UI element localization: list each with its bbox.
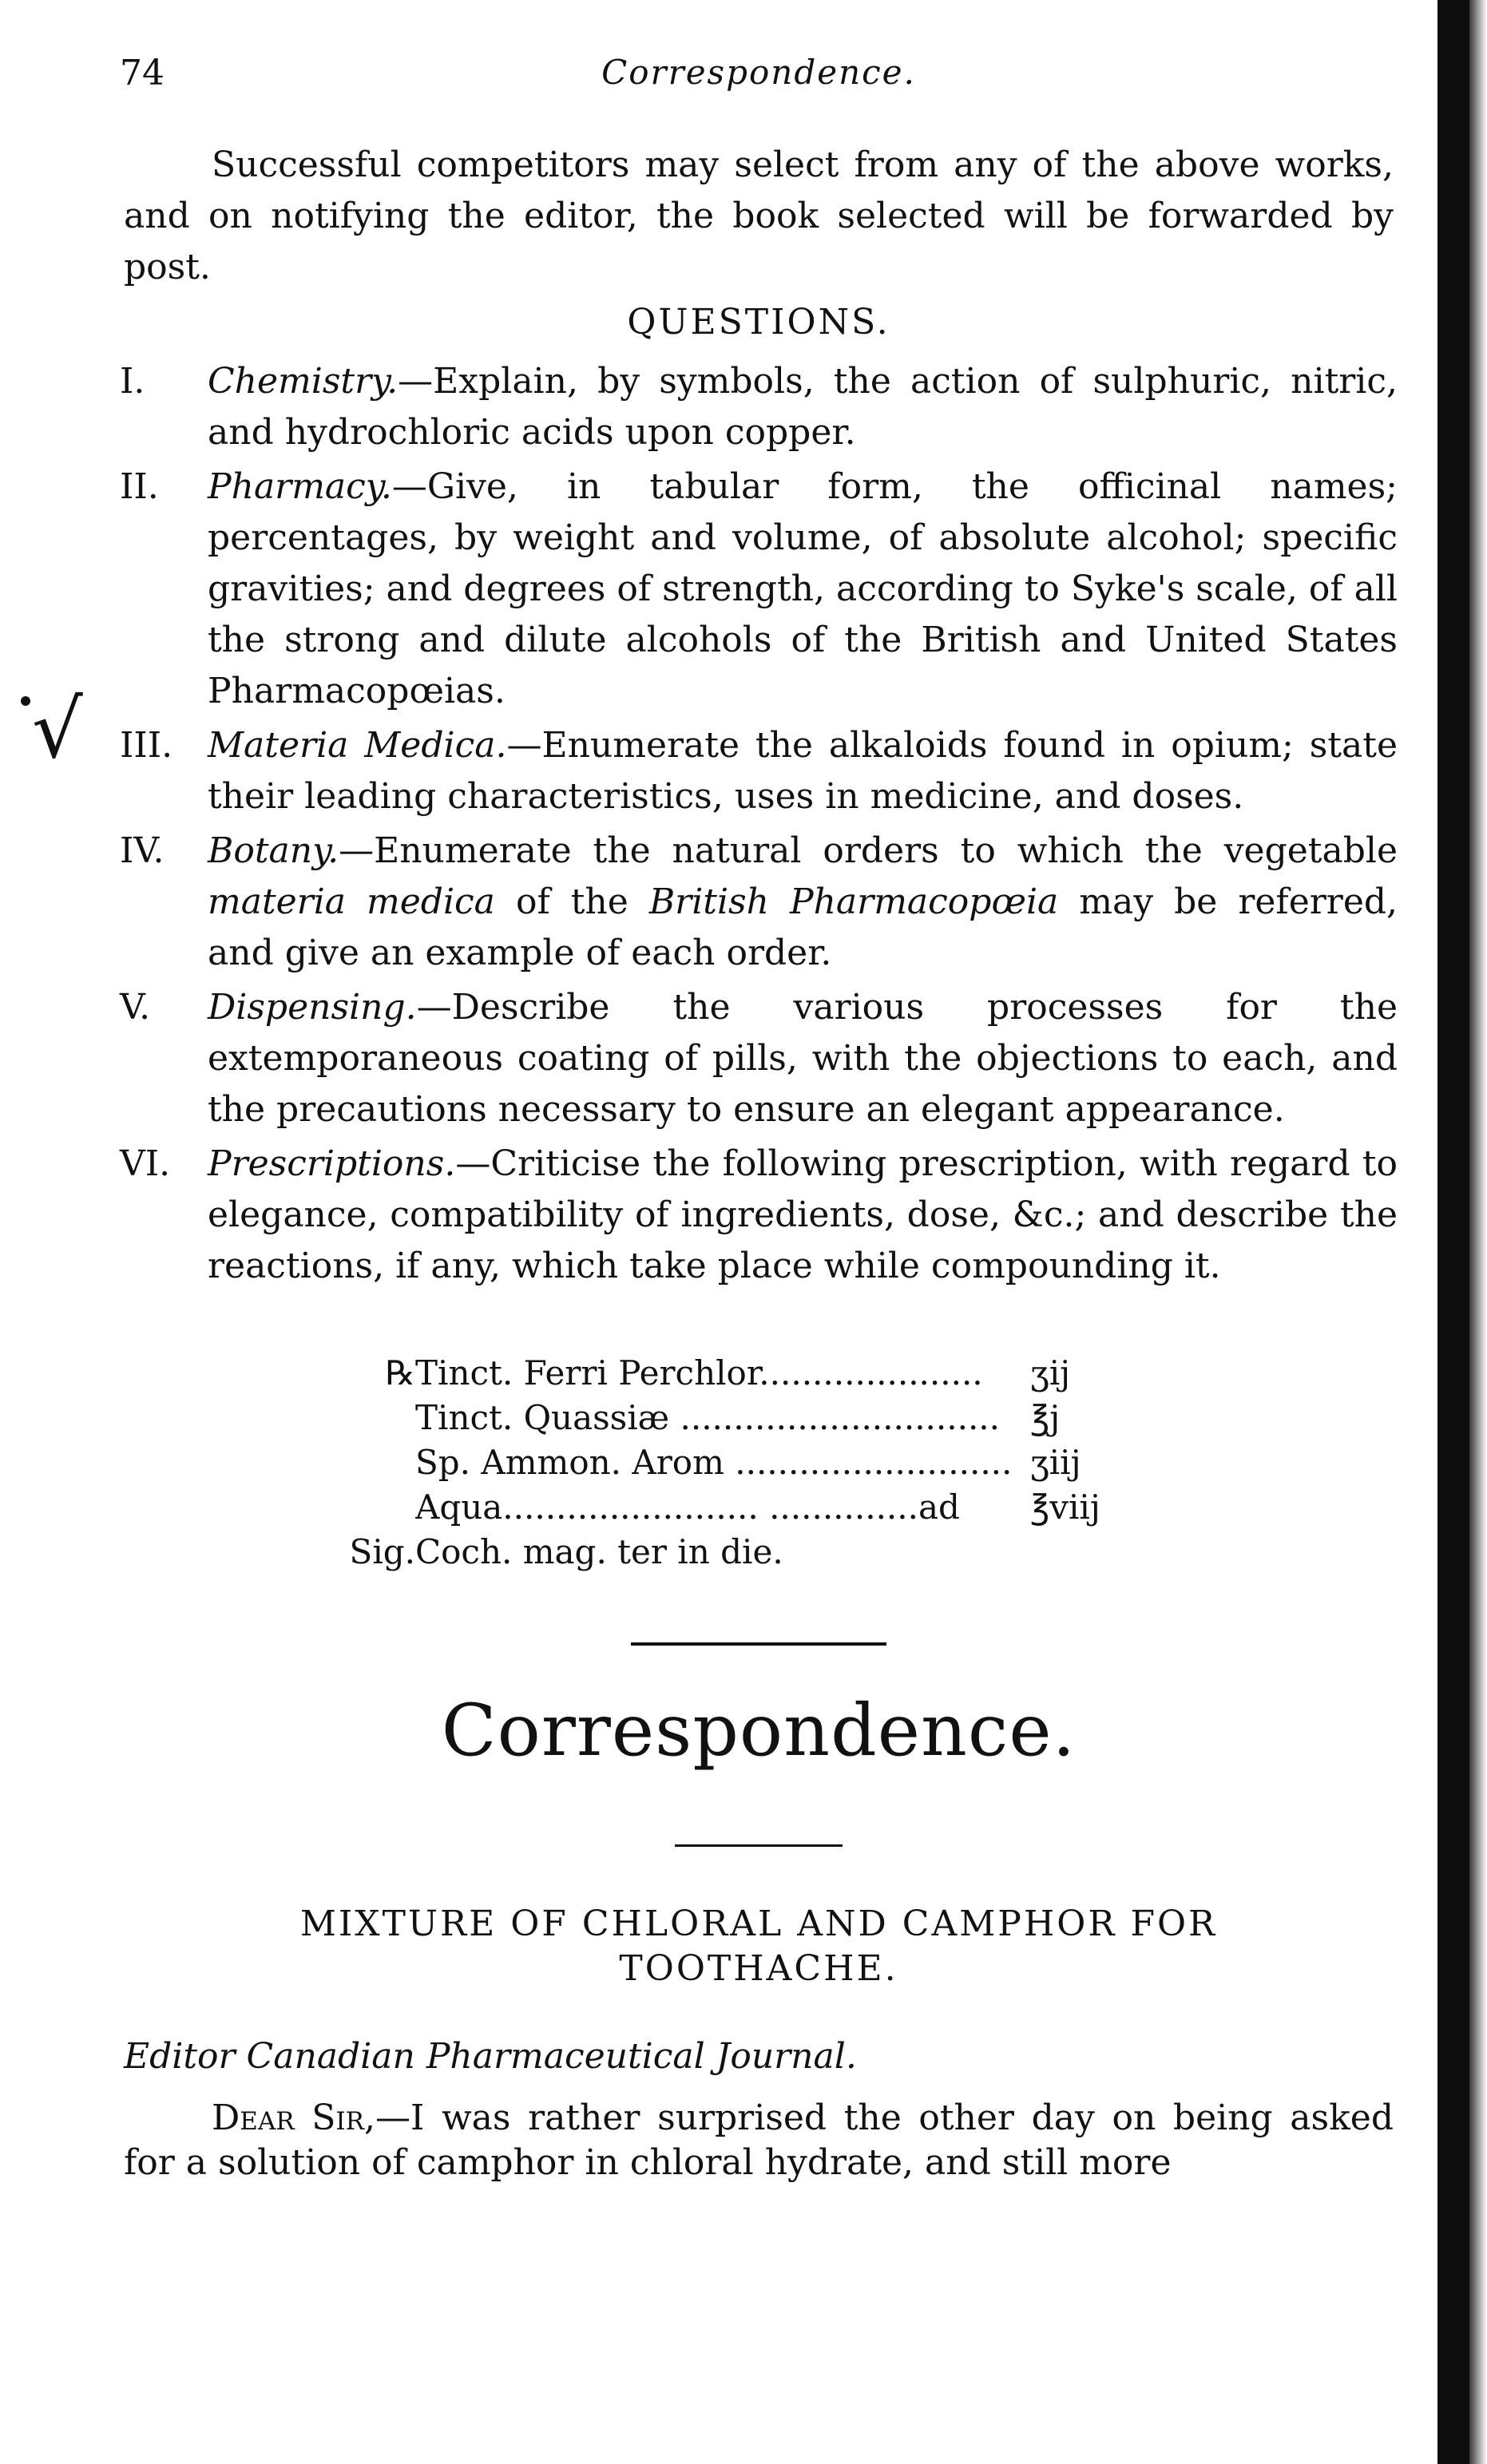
prescription-block	[295, 1351, 1254, 1575]
question-number: I.	[120, 361, 145, 402]
margin-dot-mark	[21, 696, 30, 706]
question-item-prescriptions	[120, 1139, 1398, 1292]
running-title: Correspondence.	[601, 53, 916, 92]
question-text: —Enumerate the natural orders to which the vegetable	[339, 830, 1398, 871]
prescription-ingredient: Aqua........................ ..............ad	[415, 1488, 960, 1527]
letter-addressee: Editor Canadian Pharmaceutical Journal.	[124, 2036, 857, 2077]
question-subject: Prescriptions.	[208, 1143, 456, 1184]
question-text: —Give, in tabular form, the officinal names; percentages, by weight and volume, of absolute alcohol; specific gravities; and degrees of strength, according to Syke's scale, of all the strong and dilute alcohols of the British and United States Pharmacopœias.	[208, 466, 1398, 711]
prescription-sig-row	[295, 1530, 1254, 1575]
heading-divider	[675, 1844, 843, 1847]
prescription-dose: ℥j	[1030, 1398, 1061, 1437]
question-item-botany	[120, 826, 1398, 979]
prescription-ingredient: Sp. Ammon. Arom ..........................	[415, 1443, 1013, 1482]
prescription-row	[295, 1351, 1254, 1396]
prescription-dose: ʒij	[1030, 1353, 1071, 1392]
page-number: 74	[120, 53, 165, 93]
sig-text: Coch. mag. ter in die.	[415, 1532, 783, 1571]
question-number: IV.	[120, 830, 165, 871]
prescription-row	[295, 1440, 1254, 1485]
question-text: —Describe the various processes for the extemporaneous coating of pills, with the objections to each, and the precautions necessary to ensure an elegant appearance.	[208, 987, 1398, 1130]
recipe-symbol: ℞	[385, 1353, 415, 1392]
prescription-row	[295, 1396, 1254, 1440]
letter-salutation: Dear Sir,	[212, 2098, 375, 2138]
prescription-ingredient: Tinct. Ferri Perchlor.....................	[415, 1353, 983, 1392]
question-subject: Chemistry.	[208, 361, 399, 402]
question-text: of the	[494, 881, 649, 922]
question-item-pharmacy	[120, 462, 1398, 717]
letter-text: —I was rather surprised the other day on being asked for a solution of camphor in chloral hydrate, and still more	[124, 2098, 1394, 2183]
question-subject: Botany.	[208, 830, 339, 871]
binding-shadow	[1469, 0, 1487, 2464]
running-head	[120, 53, 1398, 101]
question-number: V.	[120, 987, 151, 1028]
question-item-dispensing	[120, 982, 1398, 1135]
question-text: may be referred, and give an example of each order.	[208, 881, 1398, 973]
article-title: MIXTURE OF CHLORAL AND CAMPHOR FOR TOOTHACHE.	[299, 1903, 1218, 1989]
prescription-dose: ʒiij	[1030, 1443, 1081, 1482]
prescription-row	[295, 1485, 1254, 1530]
question-text: —Criticise the following prescription, with regard to elegance, compatibility of ingredients, dose, &c.; and describe the reactions, if any, which take place while compounding it.	[208, 1143, 1398, 1286]
margin-checkmark-icon: √	[32, 683, 83, 776]
questions-heading: QUESTIONS.	[627, 302, 890, 343]
question-text-italic: materia medica	[208, 881, 495, 922]
question-number: II.	[120, 466, 159, 507]
sig-label: Sig.	[349, 1532, 415, 1571]
section-divider	[631, 1642, 886, 1646]
question-text: —Enumerate the alkaloids found in opium; state their leading characteristics, uses in medicine, and doses.	[208, 725, 1398, 817]
question-subject: Dispensing.	[208, 987, 417, 1028]
question-list	[120, 356, 1398, 1295]
correspondence-heading: Correspondence.	[441, 1689, 1077, 1773]
question-item-chemistry	[120, 356, 1398, 458]
question-number: VI.	[120, 1143, 171, 1184]
binding-edge	[1437, 0, 1469, 2464]
letter-body	[124, 2096, 1394, 2185]
prescription-ingredient: Tinct. Quassiæ ..............................	[415, 1398, 1001, 1437]
question-number: III.	[120, 725, 173, 766]
intro-paragraph: Successful competitors may select from any of the above works, and on notifying the editor, the book selected will be forwarded by post.	[124, 145, 1394, 287]
question-subject: Pharmacy.	[208, 466, 392, 507]
question-subject: Materia Medica.	[208, 725, 507, 766]
question-text-italic: British Pharmacopœia	[648, 881, 1059, 922]
question-item-materia-medica	[120, 720, 1398, 822]
question-text: —Explain, by symbols, the action of sulphuric, nitric, and hydrochloric acids upon copper.	[208, 361, 1398, 453]
prescription-dose: ℥viij	[1030, 1488, 1100, 1527]
